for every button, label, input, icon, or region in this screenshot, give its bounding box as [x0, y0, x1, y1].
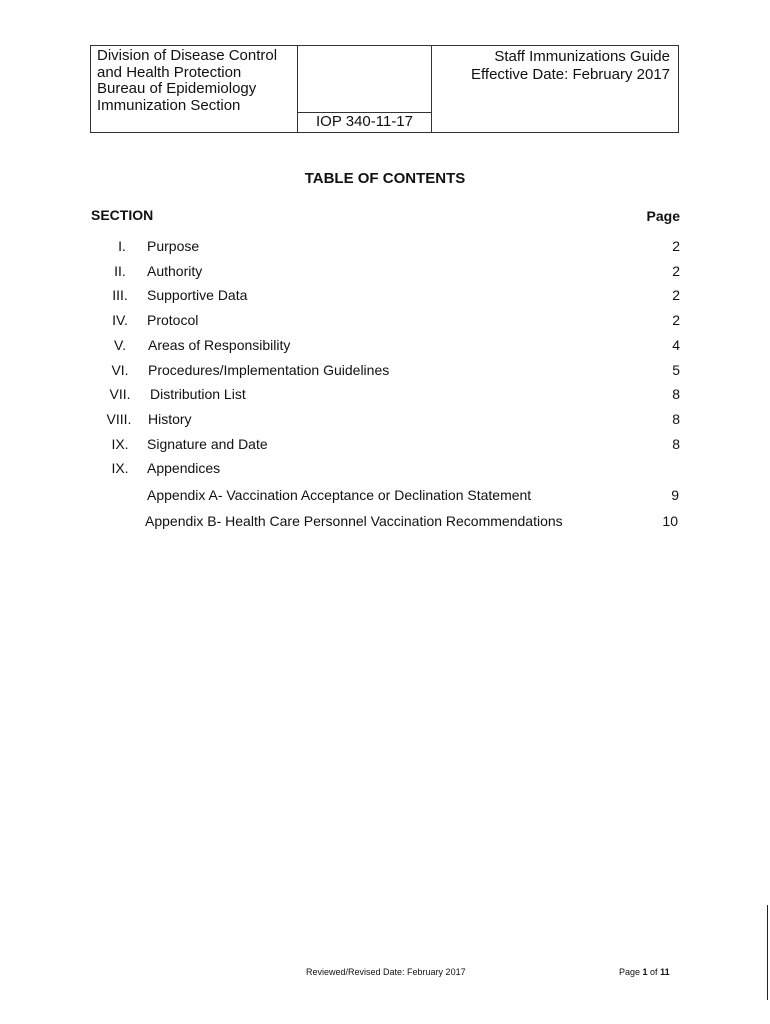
footer-reviewed-date: Reviewed/Revised Date: February 2017 — [306, 967, 466, 977]
toc-row-authority[interactable] — [0, 263, 770, 283]
toc-title: TABLE OF CONTENTS — [304, 170, 466, 187]
toc-row-page: 2 — [672, 238, 680, 254]
header-dept-line-3: Bureau of Epidemiology — [97, 80, 257, 97]
guide-title: Staff Immunizations Guide — [494, 48, 670, 65]
footer-current-page: 1 — [642, 967, 648, 977]
toc-row-page: 2 — [672, 287, 680, 303]
header-dept-line-1: Division of Disease Control — [97, 47, 278, 64]
toc-row-appendix-a[interactable] — [0, 487, 770, 507]
toc-row-label: History — [148, 411, 192, 427]
toc-row-number: II. — [114, 263, 126, 279]
scrollbar-edge — [767, 905, 768, 1000]
toc-row-appendices[interactable] — [0, 460, 770, 480]
toc-row-page: 10 — [662, 513, 678, 529]
toc-row-page: 9 — [671, 487, 679, 503]
toc-row-label: Protocol — [147, 312, 199, 328]
toc-row-label: Appendices — [147, 460, 221, 476]
toc-row-label: Supportive Data — [147, 287, 248, 303]
toc-row-number: III. — [112, 287, 128, 303]
toc-row-label: Appendix B- Health Care Personnel Vaccination Recommendations — [145, 513, 563, 529]
toc-row-appendix-b[interactable] — [0, 513, 770, 533]
toc-row-label: Distribution List — [150, 386, 246, 402]
toc-row-number: VI. — [111, 362, 129, 378]
toc-row-history[interactable] — [0, 411, 770, 431]
toc-row-label: Signature and Date — [147, 436, 268, 452]
header-department-cell — [91, 46, 298, 132]
toc-row-protocol[interactable] — [0, 312, 770, 332]
footer-total-pages: 11 — [660, 967, 670, 977]
toc-row-number: VIII. — [106, 411, 132, 427]
page-column-heading: Page — [646, 208, 680, 224]
toc-row-areas-of-responsibility[interactable] — [0, 337, 770, 357]
toc-row-page: 2 — [672, 263, 680, 279]
section-column-heading: SECTION — [91, 207, 154, 223]
footer-page-number — [619, 967, 670, 977]
toc-row-label: Purpose — [147, 238, 200, 254]
toc-row-page: 8 — [672, 436, 680, 452]
toc-row-page: 2 — [672, 312, 680, 328]
toc-row-label: Authority — [147, 263, 203, 279]
toc-row-distribution-list[interactable] — [0, 386, 770, 406]
toc-row-number: V. — [114, 337, 126, 353]
footer-page-of: of — [647, 967, 661, 977]
header-dept-line-2: and Health Protection — [97, 63, 242, 81]
toc-row-label: Appendix A- Vaccination Acceptance or Declination Statement — [147, 487, 532, 503]
header-iop-cell — [298, 46, 432, 132]
toc-row-purpose[interactable] — [0, 238, 770, 258]
effective-date: Effective Date: February 2017 — [471, 66, 670, 83]
toc-row-number: IX. — [111, 436, 129, 452]
toc-row-page: 8 — [672, 411, 680, 427]
toc-row-label: Procedures/Implementation Guidelines — [148, 362, 390, 378]
header-guide-cell — [432, 46, 678, 132]
toc-row-number: IX. — [111, 460, 129, 476]
toc-row-page: 4 — [672, 337, 680, 353]
toc-row-number: IV. — [112, 312, 128, 328]
toc-row-number: I. — [118, 238, 126, 254]
toc-row-label: Areas of Responsibility — [148, 337, 291, 353]
document-header-table — [90, 45, 679, 133]
footer-page-prefix: Page — [619, 967, 643, 977]
toc-row-number: VII. — [109, 386, 131, 402]
iop-number: IOP 340-11-17 — [298, 112, 431, 130]
toc-row-procedures[interactable] — [0, 362, 770, 382]
toc-row-signature-and-date[interactable] — [0, 436, 770, 456]
toc-row-page: 8 — [672, 386, 680, 402]
toc-row-page: 5 — [672, 362, 680, 378]
toc-row-supportive-data[interactable] — [0, 287, 770, 307]
header-dept-line-4: Immunization Section — [97, 96, 241, 114]
